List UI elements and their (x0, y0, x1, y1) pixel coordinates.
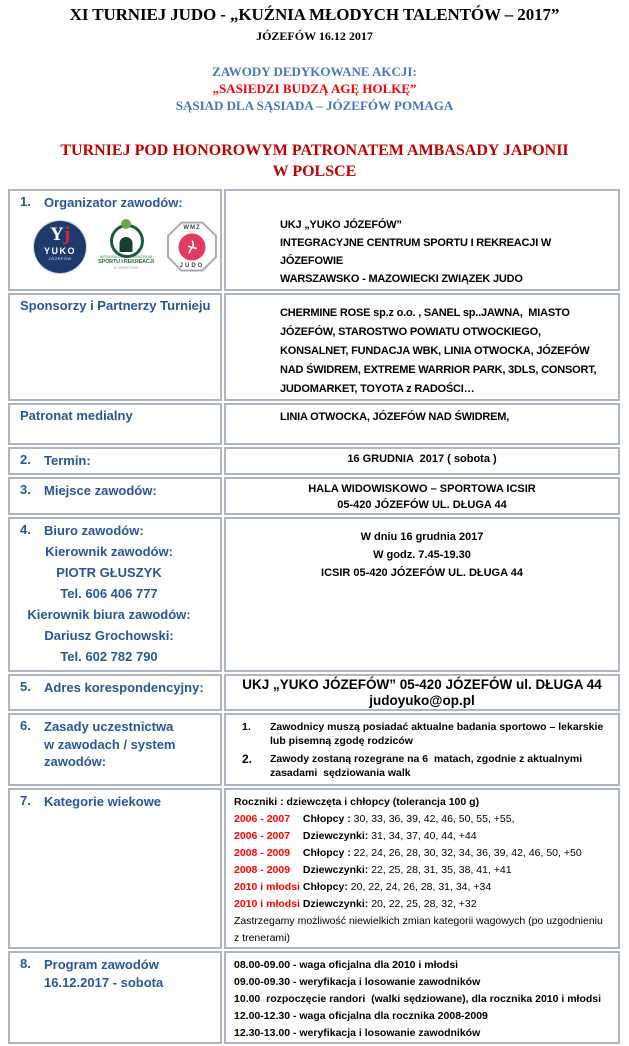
zasady-content (224, 713, 620, 786)
text-line: WARSZAWSKO - MAZOWIECKI ZWIĄZEK JUDO (280, 273, 523, 285)
text-line: Program zawodów (44, 957, 159, 973)
row-label: Kategorie wiekowe (44, 794, 162, 810)
text-line: 12.30-13.00 - weryfikacja i losowanie zawodników (234, 1027, 481, 1040)
patronat-label-cell (8, 403, 222, 445)
wmz-judo-logo (166, 221, 218, 273)
row-label: Miejsce zawodów: (44, 482, 157, 498)
wmz-logo-bottom-text: JUDO (179, 262, 205, 269)
organizator-label-cell (8, 189, 222, 291)
text-line: ICSIR 05-420 JÓZEFÓW UL. DŁUGA 44 (321, 566, 523, 579)
sponsorzy-label-cell (8, 293, 222, 401)
text-line: w zawodach / system (44, 736, 176, 752)
text-line: judoyuko@op.pl (369, 693, 475, 709)
patronat-text: LINIA OTWOCKA, JÓZEFÓW NAD ŚWIDREM, (280, 411, 510, 423)
kategorie-content (224, 788, 620, 949)
icsir-logo-line2: SPORTU I REKREACJI (98, 259, 154, 266)
text-line: Kierownik biura zawodów: (27, 607, 191, 623)
termin-label-cell (8, 447, 222, 475)
sponsors-text: CHERMINE ROSE sp.z o.o. , SANEL sp..JAWNA, MIASTO JÓZEFÓW, STAROSTWO POWIATU OTWOCKIEGO, KONSALNET, FUNDACJA WBK, LINIA OTWOCKA, JÓZEFÓW NAD ŚWIDREM, EXTREME WARRIOR PARK, 3DLS, CONSORT, JUDOMARKET, TOYOTA z RADOŚCI… (280, 307, 600, 395)
yuko-jozefow-logo (34, 221, 86, 273)
termin-content (224, 447, 620, 475)
patronage-heading (0, 140, 629, 182)
row-number: 4. (20, 521, 31, 537)
row-number: 6. (20, 718, 31, 734)
text-line: zawodów: (44, 754, 107, 770)
kategorie-label-cell (8, 788, 222, 949)
row-adres (8, 674, 620, 711)
zasady-item: 1. Zawodnicy muszą posiadać aktualne badania sportowo – lekarskie lub pisemną zgodę rodziców (242, 721, 607, 748)
biuro-content (224, 517, 620, 673)
biuro-label-cell (8, 517, 222, 673)
sponsorzy-content (224, 293, 620, 401)
zasady-list (238, 720, 610, 780)
row-number: 2. (20, 452, 31, 467)
text-line: 16.12.2017 - sobota (44, 974, 164, 990)
row-label: Patronat medialny (20, 408, 133, 423)
row-patronat (8, 403, 620, 445)
kategorie-row: 2010 i młodsi Chłopcy: 20, 22, 24, 26, 28, 31, 34, +34 (234, 881, 492, 894)
text-line: UKJ „YUKO JÓZEFÓW” 05-420 JÓZEFÓW ul. DŁUGA 44 (242, 677, 602, 693)
patronat-content (224, 403, 620, 445)
row-zasady (8, 713, 620, 786)
organizer-logos (34, 221, 216, 273)
row-number: 8. (20, 956, 31, 972)
kategorie-row: 2006 - 2007 Chłopcy : 30, 33, 36, 39, 42, 46, 50, 55, +55, (234, 813, 515, 826)
miejsce-label-cell (8, 477, 222, 515)
kategorie-row: 2008 - 2009 Dziewczynki: 22, 25, 28, 31, 35, 38, 41, +41 (234, 864, 512, 877)
text-line: Kierownik zawodów: (45, 544, 173, 560)
text-line: UKJ „YUKO JÓZEFÓW” (280, 219, 402, 231)
text-line: W dniu 16 grudnia 2017 (360, 530, 484, 543)
row-number: 1. (20, 194, 31, 209)
termin-text: 16 GRUDNIA 2017 ( sobota ) (347, 453, 497, 465)
text-line: 12.00-12.30 - waga oficjalna dla rocznika 2008-2009 (234, 1010, 488, 1023)
text-line: INTEGRACYJNE CENTRUM SPORTU I REKREACJI W JÓZEFOWIE (280, 237, 554, 267)
row-label (44, 956, 216, 991)
row-number: 5. (20, 679, 31, 695)
text-line: Tel. 606 406 777 (60, 586, 158, 602)
adres-label-cell (8, 674, 222, 711)
yuko-logo-city: JÓZEFÓW (48, 255, 72, 261)
program-content (224, 951, 620, 1044)
kategorie-list (234, 811, 610, 913)
kategorie-row: 2010 i młodsi Dziewczynki: 20, 22, 25, 28, 32, +32 (234, 898, 477, 911)
row-number: 7. (20, 793, 31, 809)
adres-content (224, 674, 620, 711)
biuro-contact-lines (16, 541, 216, 667)
text-line: W godz. 7.45-19.30 (373, 548, 471, 561)
dedication-line-2: „SASIEDZI BUDZĄ AGĘ HOLKĘ” (212, 81, 417, 96)
row-sponsorzy (8, 293, 620, 401)
zasady-item: 2. Zawody zostaną rozegrane na 6 matach, zgodnie z aktualnymi zasadami sędziowania walk (242, 752, 586, 780)
document-header (0, 0, 629, 182)
row-miejsce (8, 477, 620, 515)
text-line: HALA WIDOWISKOWO – SPORTOWA ICSIR (308, 482, 536, 495)
row-label (44, 718, 216, 771)
text-line: 09.00-09.30 - weryfikacja i losowanie zawodników (234, 976, 481, 989)
kategorie-row: 2008 - 2009 Chłopcy : 22, 24, 26, 28, 30, 32, 34, 36, 39, 42, 46, 50, +50 (234, 847, 582, 860)
icsir-figure-icon (109, 222, 143, 254)
text-line: 10.00 rozpoczęcie randori (walki sędziowane), dla rocznika 2010 i młodsi (234, 993, 602, 1006)
text-line: PIOTR GŁUSZYK (56, 565, 162, 581)
icsir-logo-line3: W JÓZEFOWIE (113, 266, 139, 271)
icsir-logo (96, 222, 156, 271)
text-line: 08.00-09.00 - waga oficjalna dla 2010 i młodsi (234, 959, 459, 972)
yuko-logo-name: YUKO (43, 245, 76, 256)
row-label: Termin: (44, 453, 91, 468)
page-title: XI TURNIEJ JUDO - „KUŹNIA MŁODYCH TALENTÓW – 2017” (69, 5, 560, 24)
row-label: Sponsorzy i Partnerzy Turnieju (20, 298, 211, 313)
kategorie-intro: Roczniki : dziewczęta i chłopcy (tolerancja 100 g) (234, 796, 480, 809)
dedication-line-1: ZAWODY DEDYKOWANE AKCJI: (212, 64, 417, 79)
row-program (8, 951, 620, 1044)
row-label: Biuro zawodów: (44, 522, 144, 538)
text-line: 05-420 JÓZEFÓW UL. DŁUGA 44 (337, 498, 507, 511)
zasady-label-cell (8, 713, 222, 786)
judoka-icon (179, 233, 206, 260)
kategorie-note: Zastrzegamy możliwość niewielkich zmian kategorii wagowych (po uzgodnieniu z trenerami) (234, 915, 606, 945)
yuko-monogram-icon: Yj (49, 223, 71, 245)
text-line: Dariusz Grochowski: (44, 628, 174, 644)
row-label: Organizator zawodów: (44, 195, 183, 210)
row-termin (8, 447, 620, 475)
patronage-line-1: TURNIEJ POD HONOROWYM PATRONATEM AMBASADY JAPONII (60, 142, 569, 159)
kategorie-row: 2006 - 2007 Dziewczynki: 31, 34, 37, 40, 44, +44 (234, 830, 477, 843)
row-organizator (8, 189, 620, 291)
row-kategorie (8, 788, 620, 949)
miejsce-content (224, 477, 620, 515)
row-label: Adres korespondencyjny: (44, 680, 204, 696)
patronage-line-2: W POLSCE (272, 163, 357, 180)
dedication-line-3: SĄSIAD DLA SĄSIADA – JÓZEFÓW POMAGA (175, 98, 454, 113)
row-biuro (8, 517, 620, 673)
text-line: Tel. 602 782 790 (60, 649, 158, 665)
info-table (6, 187, 622, 1046)
program-label-cell (8, 951, 222, 1044)
icsir-logo-line1: INTEGRACYJNE CENTRUM (99, 254, 153, 260)
organizator-content (224, 189, 620, 291)
page-subtitle: JÓZEFÓW 16.12 2017 (256, 29, 373, 43)
text-line: Zasady uczestnictwa (44, 719, 174, 735)
dedication-block (0, 63, 629, 114)
wmz-logo-top-text: WMZ (183, 224, 201, 231)
row-number: 3. (20, 481, 31, 497)
